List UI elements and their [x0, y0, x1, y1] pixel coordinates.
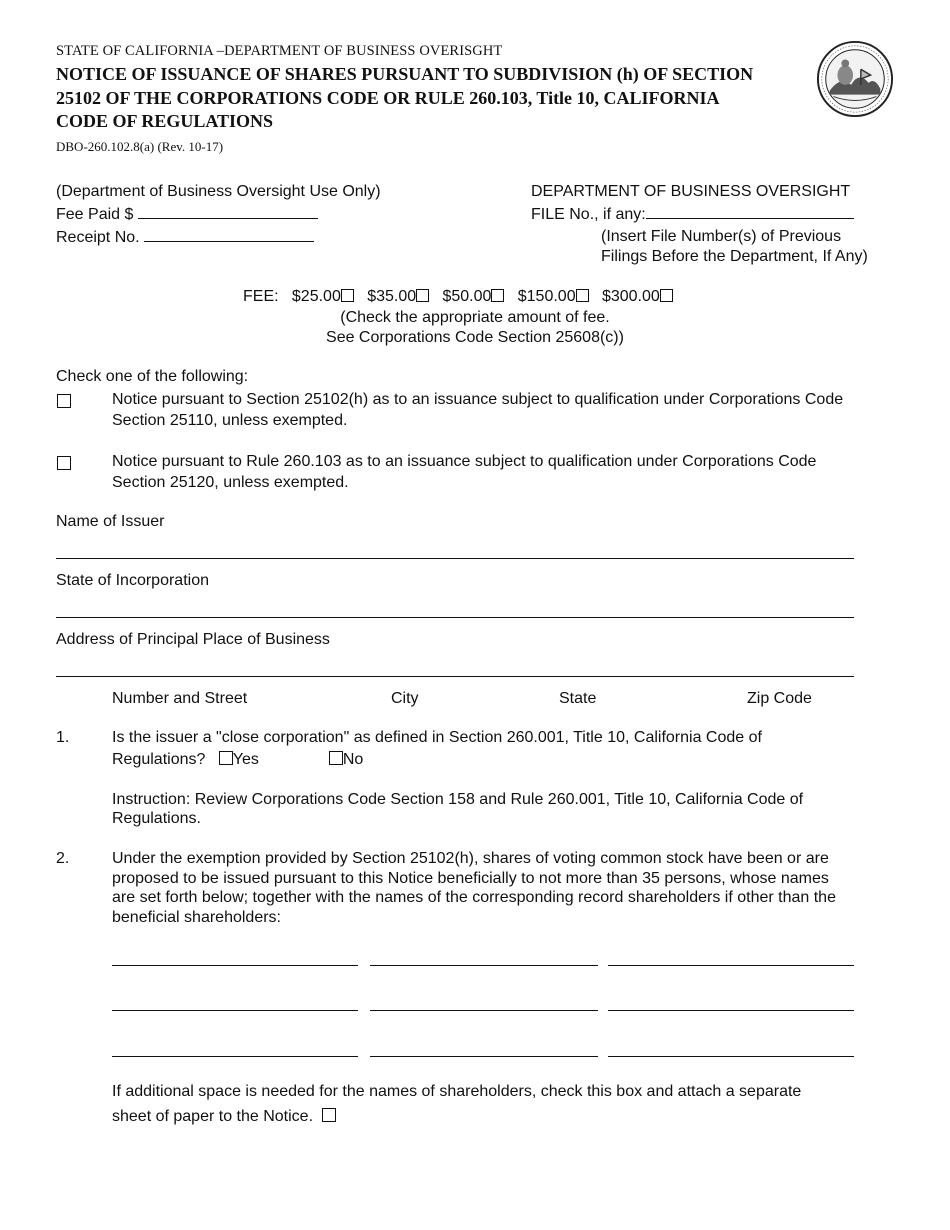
question-1-line: Is the issuer a "close corporation" as defined in Section 260.001, Title 10, California Code of	[112, 729, 762, 746]
fee-300-checkbox[interactable]	[660, 289, 673, 302]
address-label: Address of Principal Place of Business	[56, 631, 330, 648]
fee-note-line: See Corporations Code Section 25608(c))	[326, 329, 624, 346]
address-field[interactable]	[56, 676, 854, 677]
fee-paid-field[interactable]	[138, 203, 318, 219]
address-part-state: State	[559, 690, 597, 707]
question-1-line: Regulations?	[112, 751, 206, 768]
fee-option-label: $25.00	[291, 288, 341, 305]
question-1-instruction-line: Regulations.	[112, 810, 201, 827]
shareholder-name-field[interactable]	[370, 1056, 598, 1057]
question-1-answer-row	[112, 750, 363, 770]
file-note-line: Filings Before the Department, If Any)	[601, 248, 868, 265]
shareholder-name-field[interactable]	[112, 965, 358, 966]
option-25102h-line: Section 25110, unless exempted.	[112, 412, 348, 429]
additional-space-line: If additional space is needed for the names of shareholders, check this box and attach a separate	[112, 1083, 802, 1100]
question-2-text	[112, 849, 836, 928]
fee-option-label: $300.00	[601, 288, 660, 305]
issuer-name-field[interactable]	[56, 558, 854, 559]
form-title-line: NOTICE OF ISSUANCE OF SHARES PURSUANT TO SUBDIVISION (h) OF SECTION	[56, 64, 754, 84]
address-part-street: Number and Street	[112, 690, 248, 707]
file-number-label: FILE No., if any:	[531, 206, 646, 223]
fee-paid-row	[56, 203, 318, 226]
office-use-heading: (Department of Business Oversight Use Only)	[56, 183, 381, 200]
state-of-incorporation-field[interactable]	[56, 617, 854, 618]
department-heading: DEPARTMENT OF BUSINESS OVERSIGHT	[531, 183, 851, 200]
fee-options	[243, 286, 673, 308]
fee-150-checkbox[interactable]	[576, 289, 589, 302]
question-2-line: Under the exemption provided by Section 25102(h), shares of voting common stock have been or are	[112, 850, 829, 867]
california-state-seal-icon	[816, 40, 894, 118]
yes-label: Yes	[232, 751, 259, 768]
address-part-zip: Zip Code	[747, 690, 812, 707]
question-2-line: proposed to be issued pursuant to this Notice beneficially to not more than 35 persons, whose names	[112, 869, 829, 887]
close-corporation-yes-checkbox[interactable]	[219, 751, 233, 765]
fee-option-300	[602, 288, 673, 305]
agency-name: STATE OF CALIFORNIA –DEPARTMENT OF BUSINESS OVERISGHT	[56, 43, 503, 59]
fee-50-checkbox[interactable]	[491, 289, 504, 302]
question-2-number: 2.	[56, 850, 70, 867]
question-1-instruction-line: Instruction: Review Corporations Code Section 158 and Rule 260.001, Title 10, California Code of	[112, 791, 804, 808]
close-corporation-no-checkbox[interactable]	[329, 751, 343, 765]
question-2-line: beneficial shareholders:	[112, 909, 281, 927]
section-25102h-checkbox[interactable]	[57, 394, 71, 408]
address-part-city: City	[391, 690, 419, 707]
shareholder-name-field[interactable]	[608, 1010, 854, 1011]
fee-option-25	[292, 288, 354, 305]
state-of-incorporation-label: State of Incorporation	[56, 572, 209, 589]
option-260103-line: Section 25120, unless exempted.	[112, 474, 349, 491]
additional-space-checkbox[interactable]	[322, 1108, 336, 1122]
fee-35-checkbox[interactable]	[416, 289, 429, 302]
form-title	[56, 63, 796, 134]
fee-option-50	[442, 288, 504, 305]
additional-space-row	[112, 1107, 336, 1127]
additional-space-line: sheet of paper to the Notice.	[112, 1108, 314, 1125]
form-number: DBO-260.102.8(a) (Rev. 10-17)	[56, 139, 224, 154]
form-title-line: CODE OF REGULATIONS	[56, 111, 274, 131]
receipt-row	[56, 226, 314, 249]
form-title-line: 25102 OF THE CORPORATIONS CODE OR RULE 260.103, Title 10, CALIFORNIA	[56, 87, 720, 108]
receipt-field[interactable]	[144, 226, 314, 242]
question-2-line: are set forth below; together with the names of the corresponding record shareholders if other than the	[112, 889, 836, 907]
option-260103-line: Notice pursuant to Rule 260.103 as to an issuance subject to qualification under Corporations Code	[112, 453, 817, 470]
fee-note-line: (Check the appropriate amount of fee.	[340, 309, 610, 326]
file-note-line: (Insert File Number(s) of Previous	[601, 228, 842, 245]
no-label: No	[342, 751, 364, 768]
option-25102h-line: Notice pursuant to Section 25102(h) as to an issuance subject to qualification under Corporations Code	[112, 391, 844, 408]
shareholder-name-field[interactable]	[370, 1010, 598, 1011]
fee-option-label: $150.00	[517, 288, 576, 305]
fee-25-checkbox[interactable]	[341, 289, 354, 302]
shareholder-name-field[interactable]	[112, 1056, 358, 1057]
fee-option-label: $50.00	[442, 288, 492, 305]
shareholder-name-field[interactable]	[112, 1010, 358, 1011]
fee-option-150	[518, 288, 589, 305]
fee-paid-label: Fee Paid $	[56, 206, 134, 223]
question-1-number: 1.	[56, 729, 70, 746]
fee-option-35	[367, 288, 429, 305]
shareholder-name-field[interactable]	[608, 965, 854, 966]
receipt-label: Receipt No.	[56, 229, 140, 246]
shareholder-name-field[interactable]	[370, 965, 598, 966]
fee-label: FEE:	[243, 288, 279, 305]
fee-option-label: $35.00	[367, 288, 417, 305]
rule-260103-checkbox[interactable]	[57, 456, 71, 470]
file-number-row	[531, 203, 854, 226]
shareholder-name-field[interactable]	[608, 1056, 854, 1057]
check-one-heading: Check one of the following:	[56, 368, 249, 385]
file-number-field[interactable]	[646, 203, 854, 219]
issuer-name-label: Name of Issuer	[56, 513, 165, 530]
